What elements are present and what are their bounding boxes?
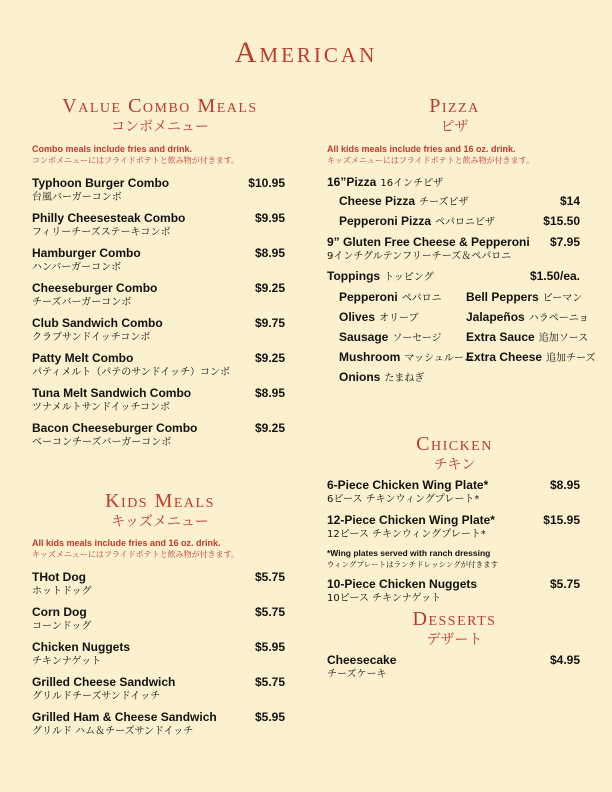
pizza-heading-text: Pizza (429, 95, 480, 117)
topping-jp: 追加チーズ (546, 353, 596, 364)
pizza-cheese-row (339, 194, 580, 210)
menu-item-jp: 6ピース チキンウィングプレート* (327, 494, 480, 505)
menu-item-jp: ツナメルトサンドイッチコンボ (32, 402, 170, 413)
menu-item (327, 653, 580, 682)
topping-name: Onions (339, 370, 381, 384)
menu-item-jp: 台風バーガーコンボ (32, 192, 122, 203)
menu-item-price: $5.75 (254, 570, 285, 584)
topping-jp: マッシュルーム (404, 353, 474, 364)
value-combo-note-en: Combo meals include fries and drink. (32, 144, 193, 154)
kids-heading-text: Kids Meals (105, 490, 215, 512)
chicken-nuggets-row (327, 577, 580, 606)
menu-item (327, 478, 580, 507)
topping-jp: 追加ソース (538, 333, 589, 344)
menu-item-jp: ホットドッグ (32, 586, 92, 597)
menu-item-price: $4.95 (549, 653, 580, 667)
pizza-heading (327, 95, 582, 137)
kids-heading-jp: キッズメニュー (111, 514, 209, 530)
menu-item-jp: チーズケーキ (327, 669, 387, 680)
menu-item-name: THot Dog (32, 570, 86, 584)
pizza-cheese-jp: チーズピザ (419, 197, 469, 208)
toppings-jp: トッピング (384, 272, 434, 283)
menu-item (32, 710, 285, 739)
menu-item-name: Cheesecake (327, 653, 397, 667)
menu-item (32, 316, 285, 345)
menu-item (32, 351, 285, 380)
topping-name: Mushroom (339, 350, 401, 364)
topping-jp: ピーマン (542, 293, 583, 304)
topping-item (466, 310, 589, 326)
menu-item-price: $9.25 (254, 281, 285, 295)
kids-heading (30, 490, 290, 532)
menu-item-price: $5.75 (254, 675, 285, 689)
menu-item-name: Philly Cheesesteak Combo (32, 211, 186, 225)
pizza-cheese-name: Cheese Pizza (339, 194, 416, 208)
menu-item-name: 12-Piece Chicken Wing Plate* (327, 513, 495, 527)
topping-item (339, 310, 419, 326)
topping-item (339, 330, 442, 346)
topping-name: Bell Peppers (466, 290, 539, 304)
menu-item (32, 246, 285, 275)
menu-item (32, 211, 285, 240)
topping-jp: たまねぎ (384, 373, 425, 384)
topping-item (339, 290, 442, 306)
desserts-heading-jp: デザート (426, 632, 483, 648)
toppings-row (327, 269, 580, 285)
menu-item-name: Bacon Cheeseburger Combo (32, 421, 198, 435)
menu-item-jp: ハンバーガーコンボ (32, 262, 122, 273)
menu-item-jp: グリルド ハム＆チーズサンドイッチ (32, 726, 194, 737)
topping-name: Olives (339, 310, 376, 324)
chicken-footnote-en: *Wing plates served with ranch dressing (327, 548, 491, 558)
menu-item-name: Corn Dog (32, 605, 87, 619)
menu-item-name: Tuna Melt Sandwich Combo (32, 386, 192, 400)
topping-jp: ソーセージ (392, 333, 442, 344)
menu-item (32, 176, 285, 205)
value-combo-note-jp: コンボメニューにはフライドポテトと飲み物が付きます。 (32, 156, 240, 165)
menu-item (32, 570, 285, 599)
menu-item-name: Club Sandwich Combo (32, 316, 163, 330)
chicken-heading-jp: チキン (433, 457, 476, 473)
menu-item-name: Patty Melt Combo (32, 351, 134, 365)
chicken-footnote-jp: ウィングプレートはランチドレッシングが付きます (327, 560, 499, 569)
menu-item-jp: 12ピース チキンウィングプレート* (327, 529, 486, 540)
pizza-cheese-price: $14 (559, 194, 580, 208)
pizza-gf-row (327, 235, 580, 264)
value-combo-heading-jp: コンボメニュー (111, 119, 209, 135)
topping-jp: ペパロニ (401, 293, 442, 304)
menu-item-name: Chicken Nuggets (32, 640, 131, 654)
kids-note (32, 537, 292, 561)
pizza-note (327, 143, 587, 167)
menu-item (32, 386, 285, 415)
menu-item (32, 281, 285, 310)
menu-item-price: $5.95 (254, 640, 285, 654)
menu-item-name: Grilled Cheese Sandwich (32, 675, 176, 689)
menu-item-price: $9.25 (254, 421, 285, 435)
menu-item-jp: フィリーチーズステーキコンボ (32, 227, 171, 238)
topping-name: Extra Cheese (466, 350, 543, 364)
menu-item-name: Typhoon Burger Combo (32, 176, 170, 190)
menu-item-jp: チーズバーガーコンボ (32, 297, 132, 308)
pizza-size-en: 16”Pizza (327, 175, 377, 189)
pizza-size-jp: 16インチピザ (380, 178, 444, 189)
chicken-nuggets-jp: 10ピース チキンナゲット (327, 593, 442, 604)
pizza-size-label (327, 175, 580, 191)
topping-name: Extra Sauce (466, 330, 535, 344)
menu-item-price: $10.95 (248, 176, 285, 190)
value-combo-heading (30, 95, 290, 137)
menu-item-name: Grilled Ham & Cheese Sandwich (32, 710, 217, 724)
menu-item-jp: チキンナゲット (32, 656, 102, 667)
toppings-price: $1.50/ea. (529, 269, 580, 283)
pizza-gf-jp: 9インチグルテンフリーチーズ＆ペパロニ (327, 251, 512, 262)
topping-item (466, 290, 582, 306)
kids-note-jp: キッズメニューにはフライドポテトと飲み物が付きます。 (32, 550, 239, 559)
topping-item (466, 350, 596, 366)
menu-item-name: 6-Piece Chicken Wing Plate* (327, 478, 489, 492)
desserts-heading (327, 608, 582, 650)
kids-note-en: All kids meals include fries and 16 oz. drink. (32, 538, 221, 548)
page-title: American (234, 36, 378, 69)
menu-item-price: $8.95 (254, 386, 285, 400)
menu-item-jp: クラブサンドイッチコンボ (32, 332, 151, 343)
pizza-note-en: All kids meals include fries and 16 oz. drink. (327, 144, 516, 154)
value-combo-note (32, 143, 292, 167)
menu-item-jp: ベーコンチーズバーガーコンボ (32, 437, 172, 448)
menu-item-price: $9.75 (254, 316, 285, 330)
menu-item-price: $8.95 (549, 478, 580, 492)
menu-item-price: $5.95 (254, 710, 285, 724)
topping-jp: ハラペーニョ (528, 313, 589, 324)
pizza-gf-price: $7.95 (549, 235, 580, 249)
chicken-heading (327, 433, 582, 475)
chicken-nuggets-price: $5.75 (549, 577, 580, 591)
menu-item-price: $9.95 (254, 211, 285, 225)
menu-item (327, 513, 580, 542)
pizza-pepperoni-row (339, 214, 580, 230)
menu-item (32, 421, 285, 450)
topping-item (339, 370, 424, 386)
menu-item-price: $15.95 (543, 513, 580, 527)
menu-item-price: $8.95 (254, 246, 285, 260)
topping-name: Jalapeños (466, 310, 525, 324)
value-combo-heading-text: Value Combo Meals (62, 95, 258, 117)
topping-item (339, 350, 474, 366)
menu-item-price: $9.25 (254, 351, 285, 365)
topping-name: Pepperoni (339, 290, 398, 304)
menu-item (32, 605, 285, 634)
chicken-nuggets-name: 10-Piece Chicken Nuggets (327, 577, 478, 591)
topping-item (466, 330, 588, 346)
menu-item-price: $5.75 (254, 605, 285, 619)
menu-item-name: Cheeseburger Combo (32, 281, 158, 295)
pizza-pepperoni-price: $15.50 (543, 214, 580, 228)
chicken-footnote (327, 547, 580, 571)
menu-item (32, 640, 285, 669)
chicken-heading-text: Chicken (416, 433, 493, 455)
pizza-pepperoni-jp: ペパロニピザ (435, 217, 496, 228)
menu-item-jp: コーンドッグ (32, 621, 92, 632)
menu-item-name: Hamburger Combo (32, 246, 141, 260)
pizza-note-jp: キッズメニューにはフライドポテトと飲み物が付きます。 (327, 156, 534, 165)
pizza-gf-name: 9” Gluten Free Cheese & Pepperoni (327, 235, 530, 249)
pizza-pepperoni-name: Pepperoni Pizza (339, 214, 432, 228)
topping-name: Sausage (339, 330, 389, 344)
topping-jp: オリーブ (379, 313, 419, 324)
toppings-label: Toppings (327, 269, 381, 283)
menu-item (32, 675, 285, 704)
pizza-heading-jp: ピザ (440, 119, 469, 135)
menu-item-jp: グリルドチーズサンドイッチ (32, 691, 161, 702)
desserts-heading-text: Desserts (412, 608, 497, 630)
menu-item-jp: パティメルト（パテのサンドイッチ）コンボ (32, 367, 230, 378)
